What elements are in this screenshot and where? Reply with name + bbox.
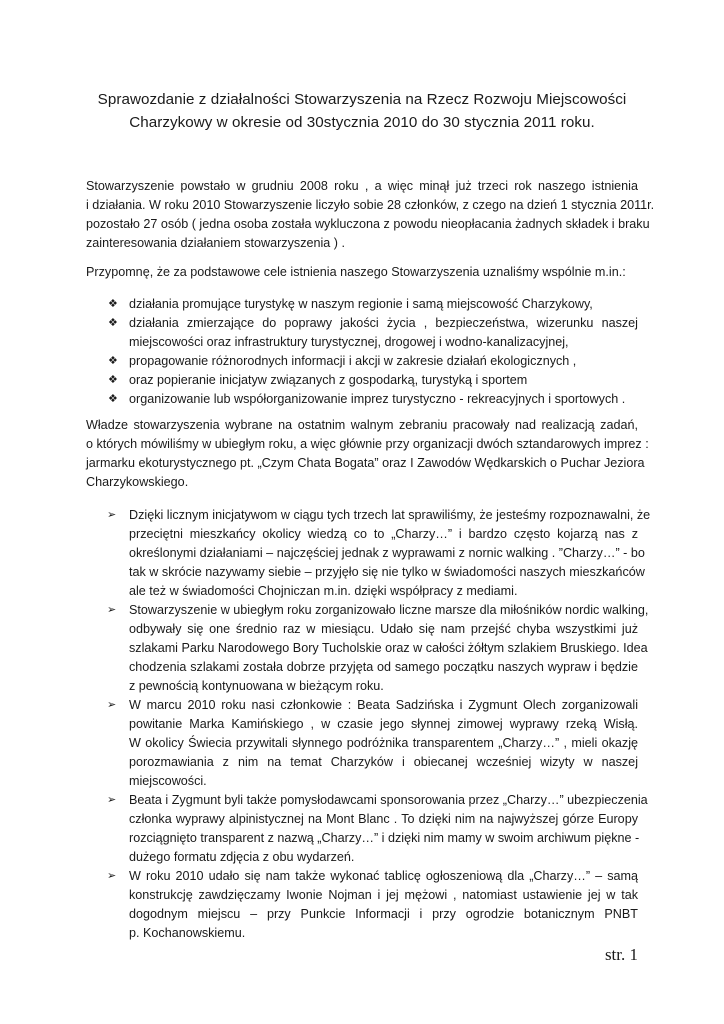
diamond-bullet-icon: ❖ <box>108 374 118 386</box>
paragraph-line: jarmarku ekoturystycznego pt. „Czym Chata Bogata” oraz I Zawodów Wędkarskich o Puchar Jeziora <box>86 456 645 470</box>
diamond-bullet-icon: ❖ <box>108 393 118 405</box>
arrow-bullet-icon: ➢ <box>107 509 117 521</box>
list-item: ➢ Stowarzyszenie w ubiegłym roku zorganizowało liczne marsze dla miłośników nordic walking, odbywały się one średnio raz w miesiącu. Udało się nam przejść chyba wszystkimi już szlakami Parku Narodowego Bory Tucholskie oraz w całości żółtym szlakiem Bruskiego. Idea chodzenia szlakami została dobrze przyjęta od samego początku naszych wypraw i będzie z pewnością kontynuowana w bieżącym roku. <box>107 603 649 693</box>
list-item: ❖ działania zmierzające do poprawy jakości życia , bezpieczeństwa, wizerunku naszej miejscowości oraz infrastruktury turystycznej, drogowej i wodno-kanalizacyjnej, <box>108 316 638 349</box>
paragraph-line: Władze stowarzyszenia wybrane na ostatnim walnym zebraniu pracowały nad realizacją zadań, <box>86 418 638 432</box>
paragraph-line: Stowarzyszenie powstało w grudniu 2008 roku , a więc minął już trzeci rok naszego istnienia <box>86 179 638 193</box>
paragraph-line: Charzykowskiego. <box>86 475 189 489</box>
diamond-bullet-icon: ❖ <box>108 298 118 310</box>
page-number: str. 1 <box>604 945 638 964</box>
list-item: ❖ organizowanie lub współorganizowanie imprez turystyczno - rekreacyjnych i sportowych . <box>0 390 724 409</box>
list-item: ➢ Beata i Zygmunt byli także pomysłodawcami sponsorowania przez „Charzy…” ubezpieczenia członka wyprawy alpinistycznej na Mont Blanc . To dzięki nim na najwyższej górze Europy rozciągnięto transparent z nazwą „Charzy…” i dzięki nim mamy w swoim archiwum piękne - dużego formatu zdjęcia z obu wydarzeń. <box>107 793 648 864</box>
arrow-bullet-icon: ➢ <box>107 794 117 806</box>
list-item: ➢ Dzięki licznym inicjatywom w ciągu tych trzech lat sprawiliśmy, że jesteśmy rozpoznawalni, że przeciętni mieszkańcy okolicy wiedzą co to „Charzy…” i bardzo często kojarzą nas z określonymi działaniami – najczęściej jednak z wyprawami z nornic walking . ”Charzy…” - bo tak w skrócie nazywamy siebie – przyjęło się nie tylko w świadomości naszych mieszkańców ale też w świadomości Chojniczan m.in. dzięki współpracy z mediami. <box>107 508 651 598</box>
list-item: ❖ działania promujące turystykę w naszym regionie i samą miejscowość Charzykowy, <box>0 295 724 314</box>
title-line-1: Sprawozdanie z działalności Stowarzyszenia na Rzecz Rozwoju Miejscowości <box>97 91 627 108</box>
list-item: ➢ W roku 2010 udało się nam także wykonać tablicę ogłoszeniową dla „Charzy…” – samą konstrukcję zawdzięczamy Iwonie Nojman i jej mężowi , natomiast ustawienie jej w tak dogodnym miejscu – przy Punkcie Informacji i przy ogrodzie botanicznym PNBT p. Kochanowskiemu. <box>107 869 638 940</box>
achievements-list <box>0 506 724 943</box>
paragraph-line: o których mówiliśmy w ubiegłym roku, a więc głównie przy organizacji dwóch sztandarowych imprez : <box>86 437 649 451</box>
intro-paragraph <box>86 177 655 253</box>
document-title <box>0 88 724 134</box>
title-line-2: Charzykowy w okresie od 30stycznia 2010 do 30 stycznia 2011 roku. <box>129 114 595 131</box>
paragraph-line: i działania. W roku 2010 Stowarzyszenie liczyło sobie 28 członków, z czego na dzień 1 stycznia 2011r. <box>86 198 655 212</box>
paragraph-line: pozostało 27 osób ( jedna osoba została wykluczona z powodu nieopłacania żadnych składek i braku <box>86 217 650 231</box>
goals-intro-paragraph <box>86 263 638 282</box>
paragraph-line: Przypomnę, że za podstawowe cele istnienia naszego Stowarzyszenia uznaliśmy wspólnie m.in.: <box>86 265 626 279</box>
list-item: ➢ W marcu 2010 roku nasi członkowie : Beata Sadzińska i Zygmunt Olech zorganizowali powitanie Marka Kamińskiego , w czasie jego słynnej zimowej wyprawy rzeką Wisłą. W okolicy Świecia przywitali słynnego podróżnika transparentem „Charzy…” , mieli okazję porozmawiania z nim na temat Charzyków i obiecanej wcześniej wizyty w naszej miejscowości. <box>107 698 638 788</box>
paragraph-line: zainteresowania działaniem stowarzyszenia ) . <box>86 236 345 250</box>
arrow-bullet-icon: ➢ <box>107 699 117 711</box>
arrow-bullet-icon: ➢ <box>107 604 117 616</box>
diamond-bullet-icon: ❖ <box>108 355 118 367</box>
list-item: ❖ oraz popieranie inicjatyw związanych z gospodarką, turystyką i sportem <box>0 371 724 390</box>
list-item: ❖ propagowanie różnorodnych informacji i akcji w zakresie działań ekologicznych , <box>0 352 724 371</box>
goals-list <box>0 295 724 409</box>
diamond-bullet-icon: ❖ <box>108 317 118 329</box>
arrow-bullet-icon: ➢ <box>107 870 117 882</box>
activities-paragraph <box>86 416 649 492</box>
